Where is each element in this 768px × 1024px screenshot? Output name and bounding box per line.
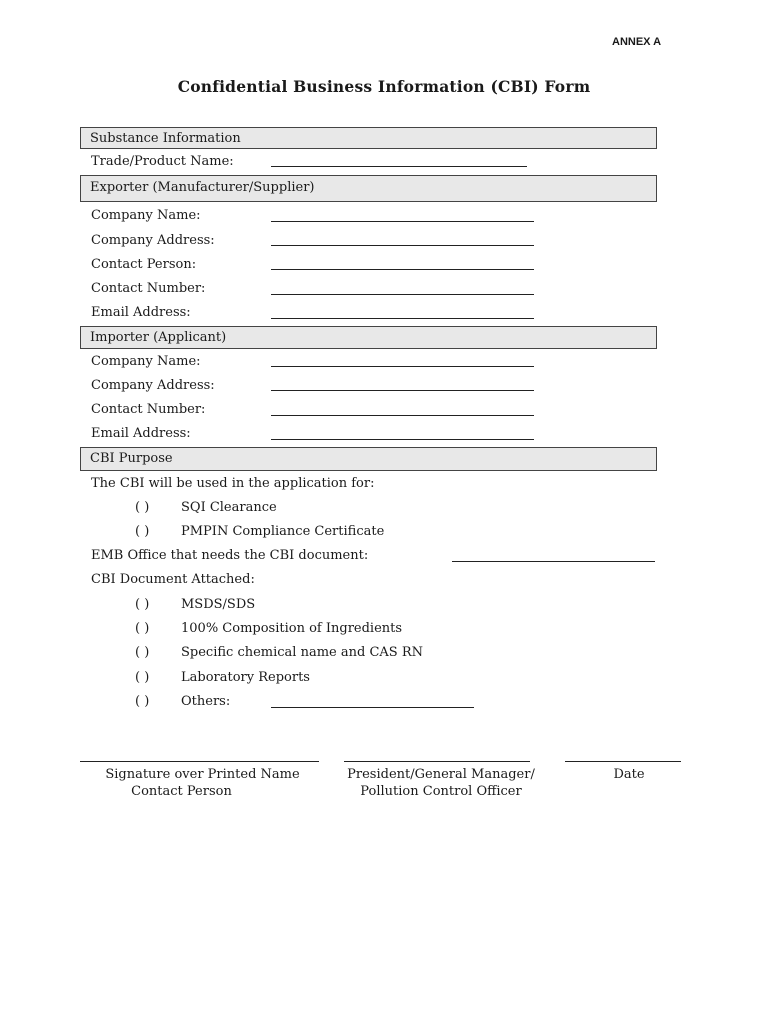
section-heading: Exporter (Manufacturer/Supplier) xyxy=(90,180,315,195)
field-label-exporter-email-address: Email Address: xyxy=(91,305,191,320)
checkbox-sqi-clearance[interactable]: ( ) xyxy=(135,500,150,515)
signature-caption-line: Contact Person xyxy=(131,784,232,799)
signature-caption-line: Pollution Control Officer xyxy=(360,784,522,799)
option-label-others: Others: xyxy=(181,694,231,709)
field-label-exporter-company-name: Company Name: xyxy=(91,208,201,223)
signature-caption-contact-person xyxy=(80,767,325,799)
field-label-exporter-contact-person: Contact Person: xyxy=(91,257,197,272)
checkbox-msds-sds[interactable]: ( ) xyxy=(135,597,150,612)
option-label-composition: 100% Composition of Ingredients xyxy=(181,621,403,636)
form-title: Confidential Business Information (CBI) Form xyxy=(177,77,591,96)
field-label-emb-office: EMB Office that needs the CBI document: xyxy=(91,548,369,563)
purpose-intro: The CBI will be used in the application for: xyxy=(91,476,375,491)
section-heading: Importer (Applicant) xyxy=(90,330,227,345)
signature-caption-officer xyxy=(327,767,555,799)
option-label-chemical-name: Specific chemical name and CAS RN xyxy=(181,645,423,660)
field-label-importer-company-name: Company Name: xyxy=(91,354,201,369)
section-heading: Substance Information xyxy=(90,131,241,146)
field-line-exporter-company-name[interactable] xyxy=(271,221,534,222)
option-label-laboratory-reports: Laboratory Reports xyxy=(181,670,310,685)
option-label-sqi-clearance: SQI Clearance xyxy=(181,500,277,515)
signature-line-officer[interactable] xyxy=(344,761,530,762)
field-line-exporter-company-address[interactable] xyxy=(271,245,534,246)
signature-line-contact-person[interactable] xyxy=(80,761,319,762)
section-header-purpose xyxy=(80,447,657,471)
field-line-emb-office[interactable] xyxy=(452,561,655,562)
checkbox-laboratory-reports[interactable]: ( ) xyxy=(135,670,150,685)
field-line-importer-company-name[interactable] xyxy=(271,366,534,367)
field-label-importer-contact-number: Contact Number: xyxy=(91,402,206,417)
field-line-exporter-contact-number[interactable] xyxy=(271,294,534,295)
field-label-trade-product-name: Trade/Product Name: xyxy=(91,154,234,169)
section-header-importer xyxy=(80,326,657,349)
field-line-exporter-email-address[interactable] xyxy=(271,318,534,319)
signature-caption-line: Signature over Printed Name xyxy=(105,767,300,782)
field-line-importer-contact-number[interactable] xyxy=(271,415,534,416)
field-line-importer-email-address[interactable] xyxy=(271,439,534,440)
option-label-msds-sds: MSDS/SDS xyxy=(181,597,256,612)
field-line-importer-company-address[interactable] xyxy=(271,390,534,391)
field-line-exporter-contact-person[interactable] xyxy=(271,269,534,270)
signature-caption-line: President/General Manager/ xyxy=(347,767,535,782)
checkbox-others[interactable]: ( ) xyxy=(135,694,150,709)
documents-attached-label: CBI Document Attached: xyxy=(91,572,255,587)
section-heading: CBI Purpose xyxy=(90,451,173,466)
field-line-trade-product-name[interactable] xyxy=(271,166,527,167)
signature-line-date[interactable] xyxy=(565,761,681,762)
option-label-pmpin-certificate: PMPIN Compliance Certificate xyxy=(181,524,385,539)
annex-label: ANNEX A xyxy=(612,36,662,48)
checkbox-composition[interactable]: ( ) xyxy=(135,621,150,636)
field-label-exporter-contact-number: Contact Number: xyxy=(91,281,206,296)
signature-caption-date: Date xyxy=(613,767,645,782)
checkbox-pmpin-certificate[interactable]: ( ) xyxy=(135,524,150,539)
section-header-substance xyxy=(80,127,657,149)
checkbox-chemical-name[interactable]: ( ) xyxy=(135,645,150,660)
field-label-exporter-company-address: Company Address: xyxy=(91,233,215,248)
field-label-importer-email-address: Email Address: xyxy=(91,426,191,441)
field-line-others[interactable] xyxy=(271,707,474,708)
section-header-exporter xyxy=(80,175,657,202)
field-label-importer-company-address: Company Address: xyxy=(91,378,215,393)
